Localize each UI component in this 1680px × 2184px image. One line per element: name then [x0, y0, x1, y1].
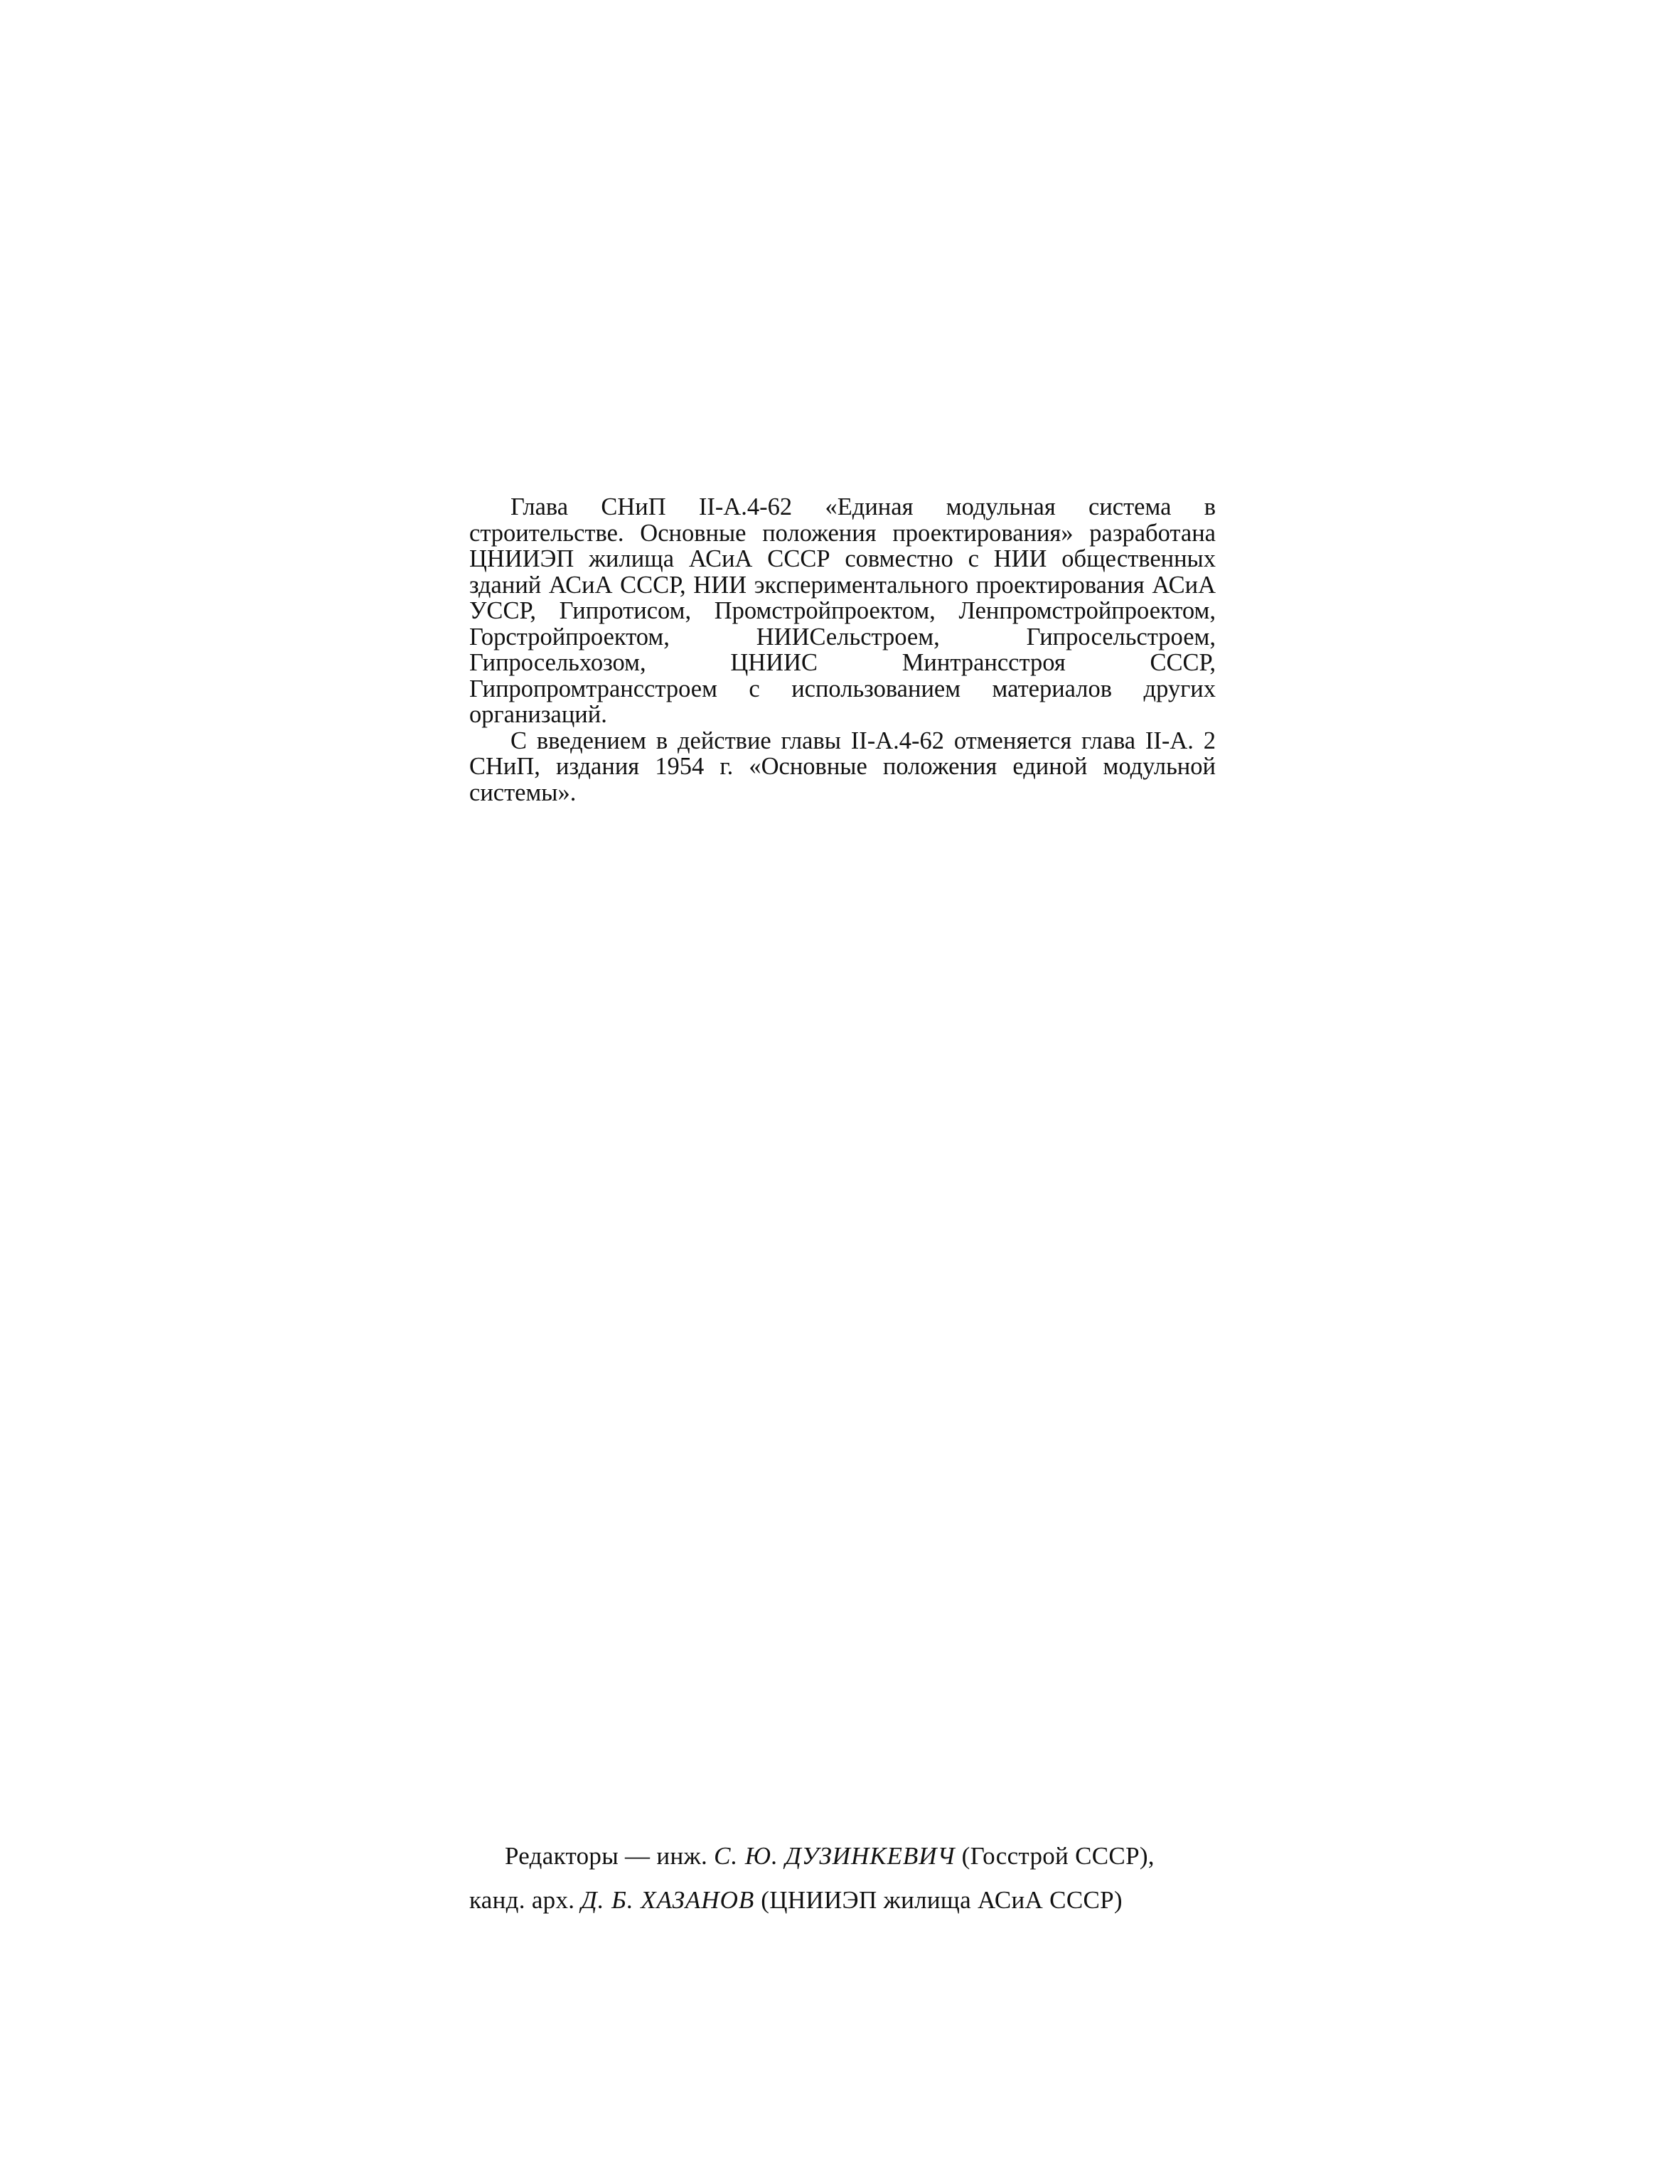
introduction-text: [469, 494, 1216, 805]
editor-2-name: Д. Б. ХАЗАНОВ: [581, 1886, 755, 1914]
editor-1-name: С. Ю. ДУЗИНКЕВИЧ: [714, 1842, 956, 1870]
editor-2-prefix: канд. арх.: [469, 1886, 582, 1914]
editors-credit: [469, 1834, 1223, 1922]
paragraph-supersedes: С введением в действие главы II-А.4-62 отменяется глава II-А. 2 СНиП, издания 1954 г. «Основные положения единой модульной системы».: [469, 727, 1216, 806]
editor-line-1: [469, 1834, 1223, 1878]
editor-2-affiliation: (ЦНИИЭП жилища АСиА СССР): [754, 1886, 1123, 1914]
editor-line-2: [469, 1878, 1223, 1922]
editor-1-prefix: Редакторы — инж.: [505, 1842, 715, 1870]
paragraph-authors: Глава СНиП II-А.4-62 «Единая модульная система в строительстве. Основные положения проектирования» разработана ЦНИИЭП жилища АСиА СССР совместно с НИИ общественных зданий АСиА СССР, НИИ экспериментального проектирования АСиА УССР, Гипротисом, Промстройпроектом, Ленпромстройпроектом, Горстройпроектом, НИИСельстроем, Гипросельстроем, Гипросельхозом, ЦНИИС Минтрансстроя СССР, Гипропромтрансстроем с использованием материалов других организаций.: [469, 493, 1216, 728]
editor-1-affiliation: (Госстрой СССР),: [955, 1842, 1155, 1870]
